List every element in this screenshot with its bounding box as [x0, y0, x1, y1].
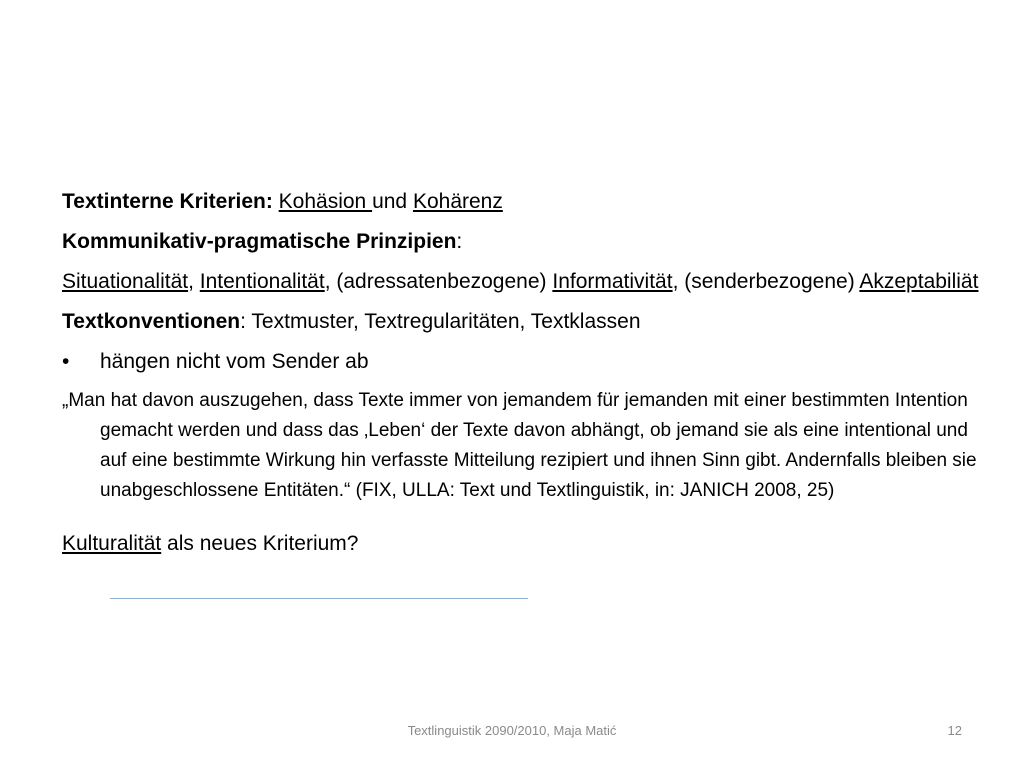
quote-paragraph: „Man hat davon auszugehen, dass Texte immer von jemandem für jemanden mit einer bestimmten Intention gemacht werden und dass das ‚Leben‘ der Texte davon abhängt, ob jemand sie als eine intentional und auf eine bestimmte Wirkung hin verfasste Mitteilung rezipiert und ihnen Sinn gibt. Andernfalls bleiben sie unabgeschlossene Entitäten.“ (FIX, ULLA: Text und Textlinguistik, in: JANICH 2008, 25): [62, 390, 977, 501]
footer-text: Textlinguistik 2090/2010, Maja Matić: [407, 723, 617, 738]
page-number: 12: [947, 723, 962, 738]
criteria-line: [62, 186, 992, 218]
conventions-line: [62, 306, 992, 338]
divider-line: [110, 598, 528, 599]
sender-text: , (senderbezogene): [672, 270, 860, 293]
bullet-item: [62, 346, 992, 378]
principles-line: [62, 226, 992, 258]
bullet-text: hängen nicht vom Sender ab: [100, 350, 369, 373]
separator: ,: [188, 270, 200, 293]
culture-line: [62, 528, 992, 560]
and-text: und: [372, 190, 413, 213]
akzeptabilitaet-term: Akzeptabiliät: [859, 270, 979, 293]
intentionalitaet-term: Intentionalität: [199, 270, 325, 293]
kulturalitaet-term: Kulturalität: [62, 532, 162, 555]
principles-heading: Kommunikativ-pragmatische Prinzipien: [62, 230, 457, 253]
kohaerenz-term: Kohärenz: [412, 190, 503, 213]
terms-line: [62, 266, 992, 298]
colon: :: [456, 230, 463, 253]
kohaesion-term: Kohäsion: [278, 190, 373, 213]
situationalitaet-term: Situationalität: [62, 270, 189, 293]
adressat-text: , (adressatenbezogene): [324, 270, 553, 293]
criteria-heading: Textinterne Kriterien:: [62, 190, 273, 213]
conventions-text: : Textmuster, Textregularitäten, Textklassen: [240, 310, 641, 333]
slide-content: [62, 186, 992, 568]
culture-text: als neues Kriterium?: [161, 532, 359, 555]
conventions-heading: Textkonventionen: [62, 310, 241, 333]
bullet-icon: •: [62, 350, 70, 373]
informativitaet-term: Informativität: [552, 270, 673, 293]
